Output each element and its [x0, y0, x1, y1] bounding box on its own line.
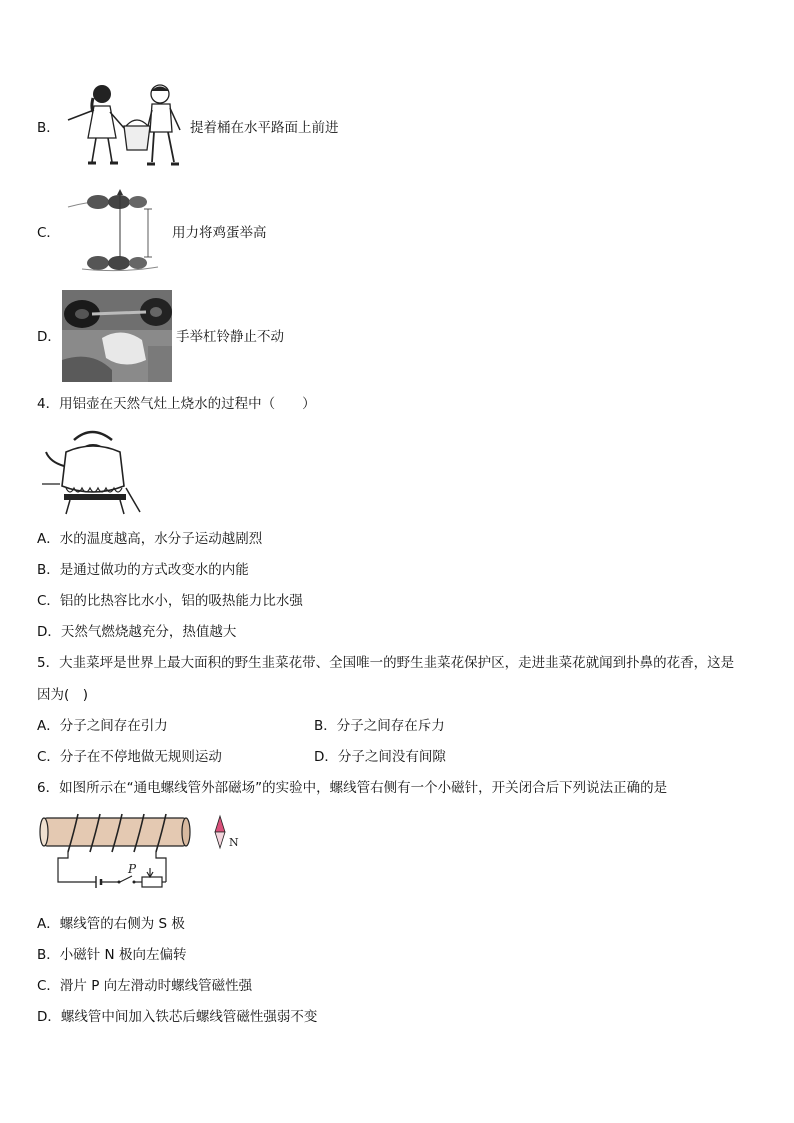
kettle-on-stove-image: [40, 422, 146, 518]
q3-option-c-label: C．: [37, 225, 60, 241]
q3-option-b-text: 提着桶在水平路面上前进: [190, 120, 339, 136]
q5-option-d: D．分子之间没有间隙: [314, 749, 446, 765]
barbell-photo-image: [62, 290, 172, 382]
q3-option-d-text: 手举杠铃静止不动: [176, 329, 284, 345]
q4-option-a: A．水的温度越高，水分子运动越剧烈: [37, 531, 263, 547]
needle-pole-label: N: [229, 836, 239, 849]
q6-option-a: A．螺线管的右侧为 S 极: [37, 916, 185, 932]
q4-stem: 4．用铝壶在天然气灶上烧水的过程中（ ）: [37, 396, 316, 412]
compass-needle-icon: [215, 816, 225, 832]
children-carrying-bucket-image: [62, 80, 188, 172]
q5-stem-line2: 因为( ): [37, 687, 89, 703]
q3-option-c-text: 用力将鸡蛋举高: [172, 225, 267, 241]
q5-option-a: A．分子之间存在引力: [37, 718, 168, 734]
q6-option-b: B．小磁针 N 极向左偏转: [37, 947, 187, 963]
eggs-lifted-image: [62, 187, 168, 275]
q6-stem: 6．如图所示在“通电螺线管外部磁场”的实验中，螺线管右侧有一个小磁针，开关闭合后下列说法正确的是: [37, 780, 668, 796]
q5-option-c: C．分子在不停地做无规则运动: [37, 749, 222, 765]
q3-option-b-label: B．: [37, 120, 60, 136]
q6-option-d: D．螺线管中间加入铁芯后螺线管磁性强弱不变: [37, 1009, 318, 1025]
q4-option-d: D．天然气燃烧越充分，热值越大: [37, 624, 237, 640]
q6-option-c: C．滑片 P 向左滑动时螺线管磁性强: [37, 978, 253, 994]
q4-option-b: B．是通过做功的方式改变水的内能: [37, 562, 249, 578]
solenoid-circuit-diagram: [38, 810, 248, 900]
q5-stem-line1: 5．大韭菜坪是世界上最大面积的野生韭菜花带、全国唯一的野生韭菜花保护区，走进韭菜花就闻到扑鼻的花香，这是: [37, 655, 735, 671]
q5-option-b: B．分子之间存在斥力: [314, 718, 445, 734]
q4-option-c: C．铝的比热容比水小，铝的吸热能力比水强: [37, 593, 303, 609]
q3-option-d-label: D．: [37, 329, 61, 345]
slider-label: P: [128, 862, 137, 876]
